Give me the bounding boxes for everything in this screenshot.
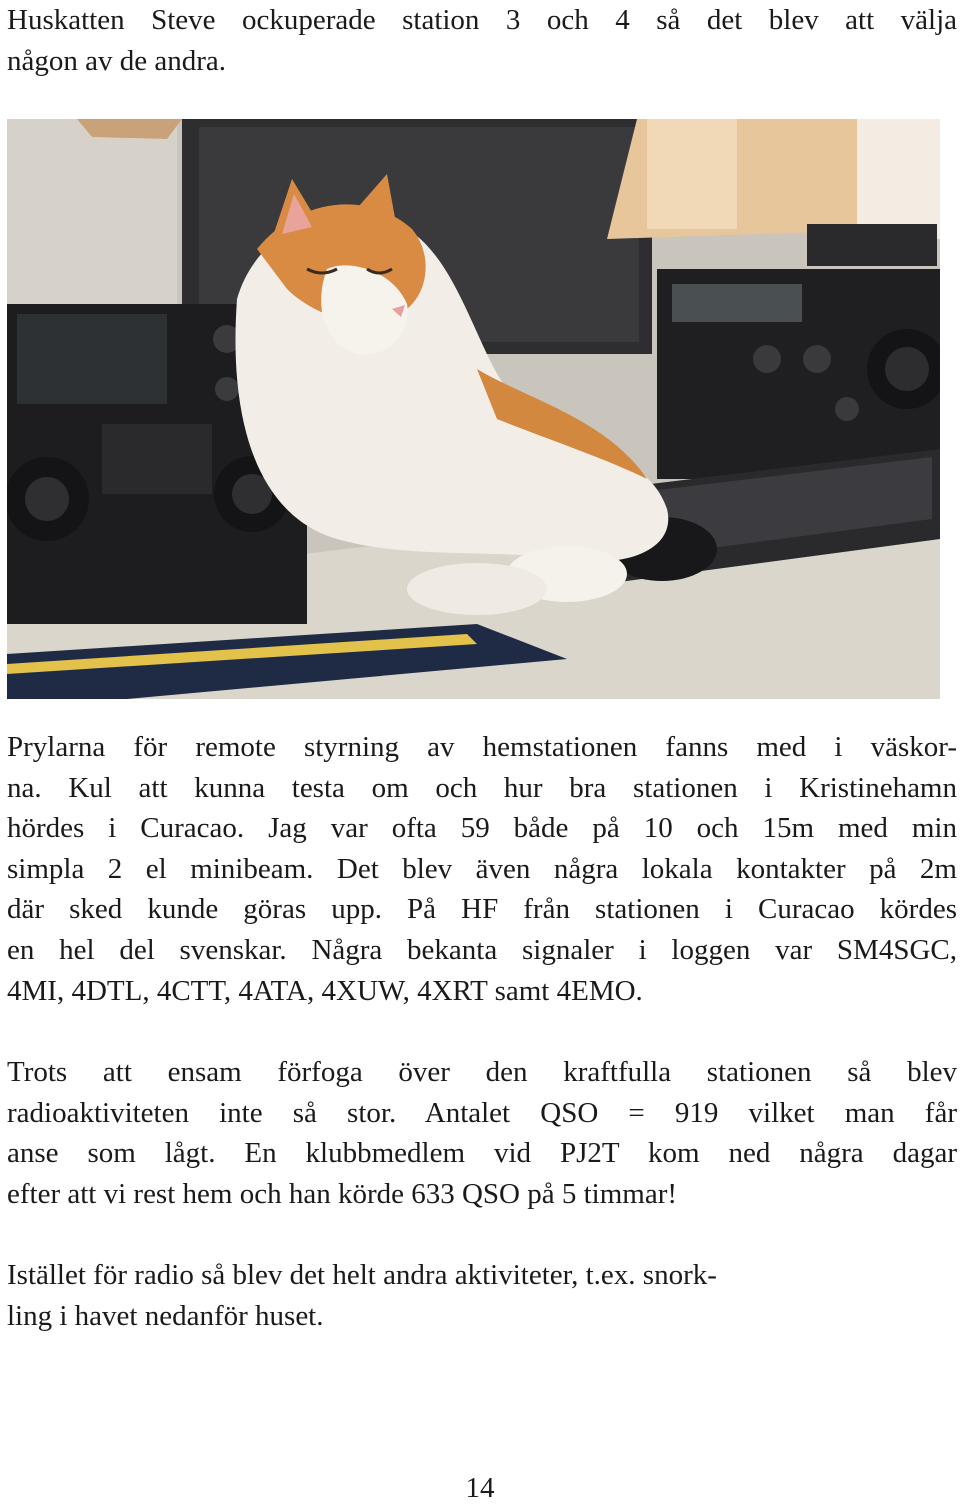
text-line: ling i havet nedanför huset.: [7, 1299, 324, 1332]
photo-cat-on-radio-desk: [7, 119, 940, 699]
text-line: någon av de andra.: [7, 44, 227, 77]
paragraph-radio-activity: [7, 1052, 957, 1214]
text-line: radioaktiviteten inte så stor. Antalet QSO = 919 vilket man får: [7, 1096, 957, 1129]
text-line: en hel del svenskar. Några bekanta signaler i loggen var SM4SGC,: [7, 933, 957, 966]
text-line: na. Kul att kunna testa om och hur bra stationen i Kristinehamn: [7, 771, 957, 804]
text-line: Trots att ensam förfoga över den kraftfulla stationen så blev: [7, 1056, 957, 1088]
text-line: 4MI, 4DTL, 4CTT, 4ATA, 4XUW, 4XRT samt 4EMO.: [7, 974, 643, 1007]
text-line: efter att vi rest hem och han körde 633 QSO på 5 timmar!: [7, 1177, 678, 1210]
text-line: anse som lågt. En klubbmedlem vid PJ2T kom ned några dagar: [7, 1137, 957, 1170]
text-line: där sked kunde göras upp. På HF från stationen i Curacao kördes: [7, 893, 957, 926]
text-line: Prylarna för remote styrning av hemstationen fanns med i väskor-: [7, 731, 957, 763]
text-line: simpla 2 el minibeam. Det blev även några lokala kontakter på 2m: [7, 852, 957, 885]
text-line: Huskatten Steve ockuperade station 3 och 4 så det blev att välja: [7, 4, 957, 36]
paragraph-remote-control: [7, 727, 957, 1011]
page-number: 14: [465, 1472, 495, 1504]
text-line: hördes i Curacao. Jag var ofta 59 både på 10 och 15m med min: [7, 812, 957, 845]
text-line: Istället för radio så blev det helt andra aktiviteter, t.ex. snork-: [7, 1259, 717, 1291]
paragraph-cat-intro: [7, 0, 957, 81]
paragraph-snorkeling: [7, 1255, 957, 1336]
